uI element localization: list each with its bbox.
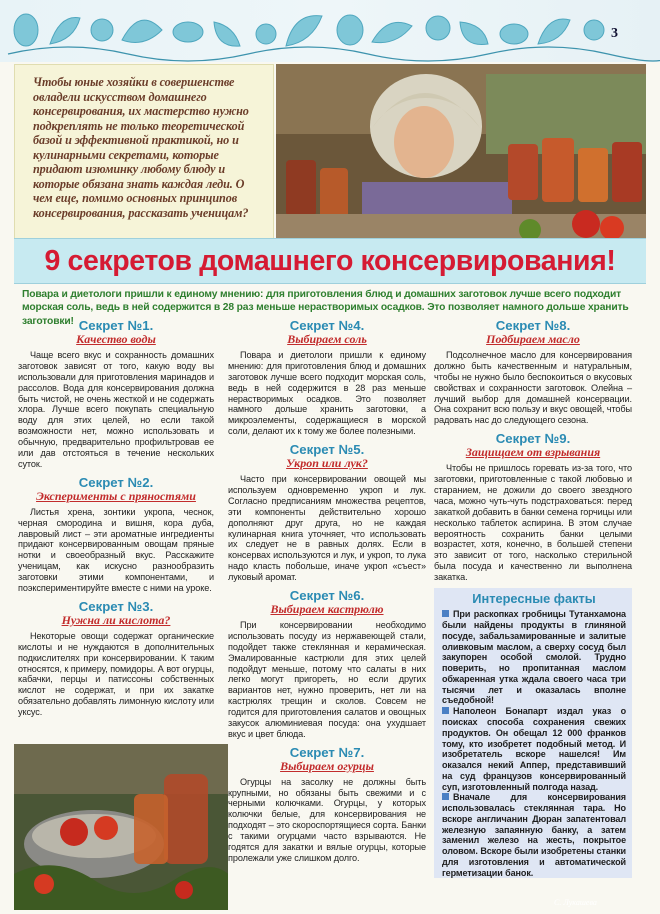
decorative-banner <box>0 0 660 62</box>
secret-number: Секрет №2. <box>78 474 154 490</box>
secret-text: Чаще всего вкус и сохранность домашних заготовок зависят от того, какую воду вы использовали для приготовления маринадов и рассолов. Вода для консервирования должна быть чистой, не очень жесткой и не содержать хлора. Лучше всего покупать специальную воду для этих целей, но если такой возможности нет, можно использовать и обычную, предварительно профильтровав ее или дав отстояться в течение нескольких суток. <box>18 349 214 469</box>
secret-text: Чтобы не пришлось горевать из-за того, что заготовки, приготовленные с такой любовью и старанием, не дожили до своего звездного часа, можно чуть-чуть подстраховаться: перед закаткой добавить в банки семена горчицы или несколько таблеток аспирина. В этом случае вероятность сохранить банки целыми возрастет, хотя, конечно, в большей степени это зависит от того, насколько стерильной была посуда и качественно ли выполнена закатка. <box>434 463 632 583</box>
secret-text: Подсолнечное масло для консервирования должно быть качественным и натуральным, чтобы не нужно было беспокоиться о вкусовых свойствах и сохранности заготовок. Олейна – лучший выбор для домашней консервации. Она сохранит всю пользу и вкус овощей, чтобы радовать нас до следующего сезона. <box>434 349 632 426</box>
secret-1 <box>18 318 214 470</box>
secret-title: Эксперименты с пряностями <box>36 488 196 503</box>
secret-number: Секрет №4. <box>289 318 365 333</box>
fact-item: При раскопках гробницы Тутанхамона были найдены продукты в глиняной посуде, забальзамированные и залитые оливковым маслом, а сверху сосуд был закупорен особой смолой. Трудно поверить, но пропитанная маслом обжаренная утка ждала своего часа три тысячи лет и оказалась вполне съедобной! <box>442 609 626 706</box>
square-bullet-icon <box>442 793 449 800</box>
vegetable-ornament <box>0 0 660 62</box>
secret-number: Секрет №7. <box>289 744 365 760</box>
fact-item: Вначале для консервирования использовалась стеклянная тара. Но вскоре англичанин Дюран запатентовал железную запаянную банку, а затем заменил железо на жесть, покрытое оловом. Вскоре были изобретены станки для изготовления и автоматической герметизации банок. <box>442 792 626 878</box>
secret-9 <box>434 431 632 583</box>
secret-5 <box>228 442 426 583</box>
secret-text: Некоторые овощи содержат органические кислоты и не нуждаются в дополнительных подкислителях при консервировании. К таким относятся, к примеру, помидоры. А вот огурцы, кабачки, перцы и патиссоны собственных кислот не содержат, и при их закатке обязательно добавлять лимонную кислоту или уксус. <box>18 630 214 718</box>
secret-title: Выбираем соль <box>287 332 367 347</box>
page-title: 9 секретов домашнего консервирования! <box>44 244 616 277</box>
page-number: 3 <box>611 26 618 41</box>
secret-text: Огурцы на засолку не должны быть крупными, но обязаны быть свежими и с черными колючками. Огурцы, у которых колючки белые, для консервирования не подходят – это скороспортящиеся сорта. Банки с такими огурцами часто взрываются. Не годятся для закатки и вялые огурцы, которые пролежали уже слишком долго. <box>228 776 426 863</box>
photo-preserves <box>14 744 228 910</box>
secret-title: Выбираем кастрюлю <box>270 602 384 617</box>
intro-text: Чтобы юные хозяйки в совершенстве овладели искусством домашнего консервирования, их мастерство нужно подкреплять не только теоретической базой и эффективной практикой, но и кулинарными секретами, которые придают изюминку любому блюду и которые обязана знать каждая леди. О чем еще, помимо основных принципов консервирования, рассказать ученицам? <box>33 75 249 220</box>
square-bullet-icon <box>442 610 449 617</box>
secret-number: Секрет №1. <box>78 318 154 333</box>
secret-text: Листья хрена, зонтики укропа, чеснок, черная смородина и вишня, кора дуба, лавровый лист – эти ароматные ингредиенты придают консервированным овощам пряные нотки и своеобразный вкус. Расскажите ученицам, как искусно разнообразить заготовки этими компонентами, и поэкспериментируйте вместе с ними на уроке. <box>18 506 214 593</box>
author-signature: С. Лукашева <box>554 898 597 907</box>
secret-title: Нужна ли кислота? <box>61 613 171 628</box>
secret-text: При консервировании необходимо использовать посуду из нержавеющей стали, подойдет также стеклянная и керамическая. Эмалированные кастрюли для этих целей подойдут меньше, потому что салаты в них легко могут пригореть, но если других вариантов нет, нужно проверить, нет ли на кастрюлях трещин и сколов. Совсем не годится для приготовления салатов и овощных закусок алюминиевая посуда: она ухудшает вкус и цвет блюда. <box>228 619 426 739</box>
secret-title: Качество воды <box>76 332 156 347</box>
secret-text: Повара и диетологи пришли к единому мнению: для приготовления блюд и домашних заготовок лучше всего подходит морская соль, ведь в ней содержится в 28 раз меньше нерастворимых осадков. Это позволяет намного дольше хранить заготовки, а микроэлементы, содержащиеся в морской соли, делают их к тому же более полезными. <box>228 349 426 437</box>
lead-text: Повара и диетологи пришли к единому мнению: для приготовления блюд и домашних заготовок лучше всего подходит морская соль, ведь в ней содержится в 28 раз меньше нерастворимых осадков. Это позволяет намного дольше хранить заготовки! <box>22 289 629 327</box>
column-right <box>434 318 632 878</box>
secret-title: Защищаем от взрывания <box>465 445 601 460</box>
secret-title: Подбираем масло <box>486 332 580 347</box>
secret-6 <box>228 588 426 740</box>
secret-number: Секрет №8. <box>495 318 571 333</box>
square-bullet-icon <box>442 707 449 714</box>
intro-box <box>14 64 274 250</box>
secret-7 <box>228 745 426 864</box>
secret-number: Секрет №6. <box>289 587 365 603</box>
secret-title: Укроп или лук? <box>286 456 368 471</box>
facts-heading: Интересные факты <box>472 590 596 606</box>
secret-number: Секрет №5. <box>289 442 365 458</box>
secret-number: Секрет №3. <box>78 598 154 614</box>
secret-text: Часто при консервировании овощей мы используем одновременно укроп и лук. Согласно предписаниям множества рецептов, эти компоненты действительно хорошо дополняют друг друга, но не каждая кулинарная книга уточняет, что использовать их следует не в равных долях. Если в консервах используются и лук, и укроп, то лука надо класть побольше, иначе укроп «съест» луковый аромат. <box>228 474 426 583</box>
headline-banner <box>14 238 646 284</box>
secret-4 <box>228 318 426 437</box>
secret-8 <box>434 318 632 426</box>
column-middle <box>228 318 426 869</box>
photo-woman-with-jars <box>276 64 646 244</box>
secret-title: Выбираем огурцы <box>280 758 374 773</box>
secret-3 <box>18 599 214 718</box>
secret-number: Секрет №9. <box>495 431 571 447</box>
interesting-facts-box <box>434 588 632 878</box>
fact-item: Наполеон Бонапарт издал указ о поисках способа сохранения свежих продуктов. Он обещал 12 000 франков тому, кто изобретет подобный метод. И изобретатель вскоре нашелся! Им оказался некий Аппер, представивший на суд французов консервированный суп, изготовленный полгода назад. <box>442 706 626 792</box>
column-left <box>18 318 214 723</box>
secret-2 <box>18 475 214 594</box>
